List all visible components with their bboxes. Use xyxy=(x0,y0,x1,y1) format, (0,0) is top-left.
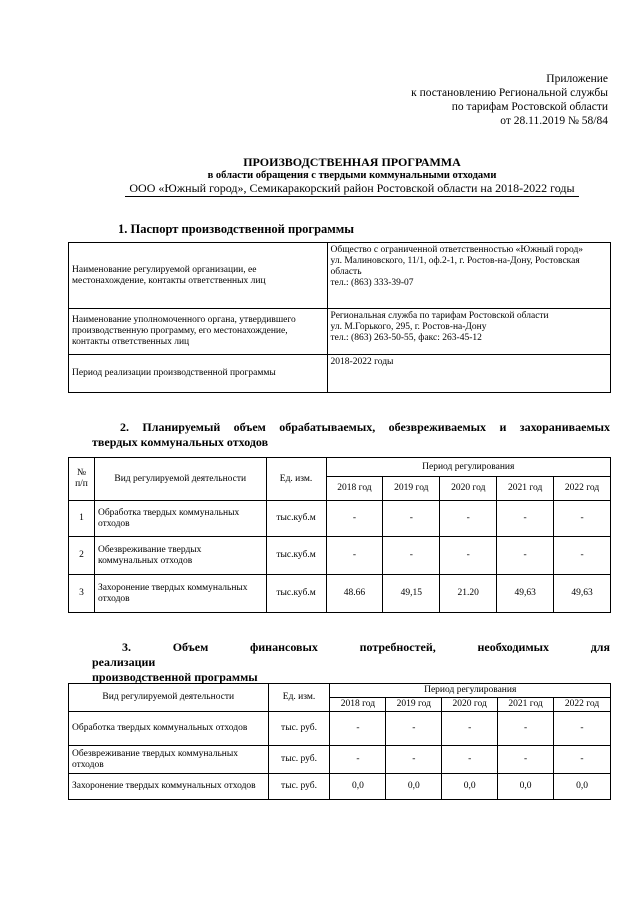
col-activity-header: Вид регулируемой деятельности xyxy=(69,684,269,712)
row-value: - xyxy=(442,712,498,746)
passport-table xyxy=(68,242,611,393)
row-activity: Захоронение твердых коммунальных отходов xyxy=(69,774,269,800)
row-value: 0,0 xyxy=(330,774,386,800)
col-period-header: Период регулирования xyxy=(330,684,611,698)
value-line: 2018-2022 годы xyxy=(330,357,394,367)
col-period-header: Период регулирования xyxy=(326,458,610,477)
table-row xyxy=(69,774,611,800)
row-value: - xyxy=(554,537,611,575)
row-value: 0,0 xyxy=(554,774,611,800)
row-value: - xyxy=(330,712,386,746)
row-value: - xyxy=(442,746,498,774)
section3-heading xyxy=(92,640,610,685)
appendix-line: по тарифам Ростовской области xyxy=(451,101,608,113)
row-label: Период реализации производственной программы xyxy=(69,355,328,393)
row-unit: тыс.куб.м xyxy=(266,537,326,575)
row-value: - xyxy=(440,537,497,575)
row-unit: тыс. руб. xyxy=(268,746,330,774)
row-activity: Захоронение твердых коммунальных отходов xyxy=(94,575,266,613)
row-value: - xyxy=(386,712,442,746)
row-value: 0,0 xyxy=(498,774,554,800)
row-value: 21.20 xyxy=(440,575,497,613)
table-row xyxy=(69,501,611,537)
table-row xyxy=(69,243,611,309)
row-unit: тыс.куб.м xyxy=(266,575,326,613)
row-value: - xyxy=(497,501,554,537)
row-label: Наименование уполномоченного органа, утвердившего производственную программу, его местонахождение, контакты ответственных лиц xyxy=(69,309,328,355)
row-value: - xyxy=(330,746,386,774)
row-activity: Обработка твердых коммунальных отходов xyxy=(69,712,269,746)
year-header: 2019 год xyxy=(383,477,440,501)
row-num: 1 xyxy=(69,501,95,537)
heading-line: 3. Объем финансовых потребностей, необходимых для реализации xyxy=(92,640,610,669)
volume-table xyxy=(68,457,611,613)
row-value: 48.66 xyxy=(326,575,383,613)
section2-heading xyxy=(92,420,610,450)
row-value: - xyxy=(498,746,554,774)
table-row xyxy=(69,746,611,774)
col-activity-header: Вид регулируемой деятельности xyxy=(94,458,266,501)
row-value xyxy=(327,355,610,393)
row-unit: тыс. руб. xyxy=(268,712,330,746)
value-line: тел.: (863) 333-39-07 xyxy=(330,278,414,288)
row-value: - xyxy=(554,712,611,746)
year-header: 2021 год xyxy=(497,477,554,501)
row-value: - xyxy=(498,712,554,746)
row-value: 0,0 xyxy=(442,774,498,800)
table-row xyxy=(69,537,611,575)
year-header: 2021 год xyxy=(498,698,554,712)
col-unit-header: Ед. изм. xyxy=(266,458,326,501)
year-header: 2019 год xyxy=(386,698,442,712)
title-subtitle: в области обращения с твердыми коммунальными отходами xyxy=(207,170,497,181)
value-line: Общество с ограниченной ответственностью «Южный город» xyxy=(330,245,584,255)
table-header-row xyxy=(69,684,611,698)
heading-line: 2. Планируемый объем обрабатываемых, обезвреживаемых и захораниваемых xyxy=(120,420,610,434)
year-header: 2022 год xyxy=(554,698,611,712)
heading-line: производственной программы xyxy=(92,670,258,684)
row-value: - xyxy=(326,501,383,537)
table-row xyxy=(69,355,611,393)
value-line: тел.: (863) 263-50-55, факс: 263-45-12 xyxy=(330,333,482,343)
row-value: - xyxy=(383,537,440,575)
finance-table xyxy=(68,683,611,800)
value-line: ул. М.Горького, 295, г. Ростов-на-Дону xyxy=(330,322,487,332)
table-row xyxy=(69,309,611,355)
value-line: ул. Малиновского, 11/1, оф.2-1, г. Ростов-на-Дону, Ростовская область xyxy=(330,256,580,277)
row-value: - xyxy=(554,501,611,537)
row-label: Наименование регулируемой организации, ее местонахождение, контакты ответственных лиц xyxy=(69,243,328,309)
heading-line: твердых коммунальных отходов xyxy=(92,435,269,449)
row-value: 49,63 xyxy=(497,575,554,613)
appendix-line: Приложение xyxy=(546,73,608,85)
appendix-line: от 28.11.2019 № 58/84 xyxy=(500,115,608,127)
row-unit: тыс. руб. xyxy=(268,774,330,800)
row-value: 0,0 xyxy=(386,774,442,800)
appendix-header xyxy=(278,72,608,128)
title-organization: ООО «Южный город», Семикаракорский район Ростовской области на 2018-2022 годы xyxy=(125,182,578,197)
row-num: 2 xyxy=(69,537,95,575)
row-value: - xyxy=(383,501,440,537)
year-header: 2018 год xyxy=(326,477,383,501)
year-header: 2020 год xyxy=(440,477,497,501)
table-header-row xyxy=(69,458,611,477)
row-num: 3 xyxy=(69,575,95,613)
row-value: - xyxy=(440,501,497,537)
table-row xyxy=(69,575,611,613)
row-value: 49,63 xyxy=(554,575,611,613)
row-value: - xyxy=(497,537,554,575)
title-main: ПРОИЗВОДСТВЕННАЯ ПРОГРАММА xyxy=(243,155,461,169)
year-header: 2018 год xyxy=(330,698,386,712)
appendix-line: к постановлению Региональной службы xyxy=(411,87,608,99)
table-row xyxy=(69,712,611,746)
row-activity: Обезвреживание твердых коммунальных отходов xyxy=(94,537,266,575)
col-unit-header: Ед. изм. xyxy=(268,684,330,712)
col-num-header: № п/п xyxy=(69,458,95,501)
value-line: Региональная служба по тарифам Ростовской области xyxy=(330,311,549,321)
row-value xyxy=(327,309,610,355)
row-unit: тыс.куб.м xyxy=(266,501,326,537)
document-title xyxy=(82,156,622,197)
row-value: - xyxy=(386,746,442,774)
year-header: 2022 год xyxy=(554,477,611,501)
row-value xyxy=(327,243,610,309)
row-value: - xyxy=(326,537,383,575)
year-header: 2020 год xyxy=(442,698,498,712)
row-activity: Обезвреживание твердых коммунальных отходов xyxy=(69,746,269,774)
row-value: 49,15 xyxy=(383,575,440,613)
row-activity: Обработка твердых коммунальных отходов xyxy=(94,501,266,537)
section1-heading: 1. Паспорт производственной программы xyxy=(118,222,355,236)
row-value: - xyxy=(554,746,611,774)
